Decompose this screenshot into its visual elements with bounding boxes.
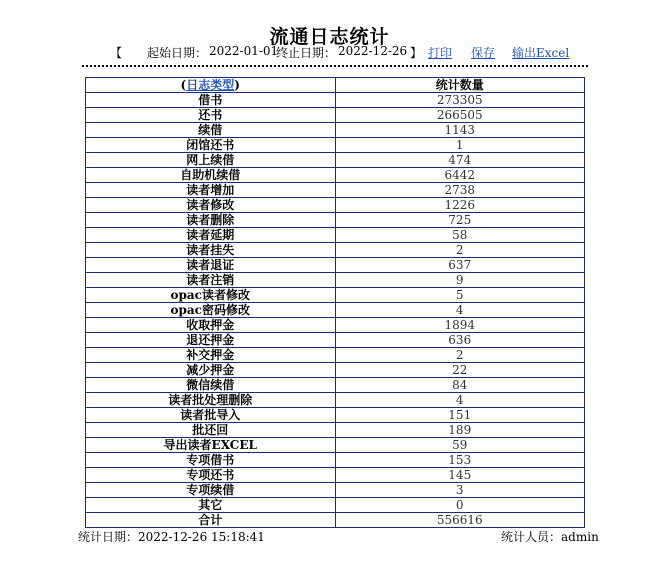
log-type-cell: opac读者修改	[86, 288, 336, 303]
bracket-open: 【	[110, 46, 123, 60]
count-cell: 84	[335, 378, 585, 393]
count-cell: 273305	[335, 93, 585, 108]
count-cell: 189	[335, 423, 585, 438]
log-type-cell: 读者批导入	[86, 408, 336, 423]
table-row	[86, 168, 585, 183]
table-row	[86, 498, 585, 513]
count-cell: 58	[335, 228, 585, 243]
table-row	[86, 468, 585, 483]
log-type-cell: 网上续借	[86, 153, 336, 168]
count-cell: 4	[335, 303, 585, 318]
count-cell: 2738	[335, 183, 585, 198]
count-cell: 474	[335, 153, 585, 168]
end-date-value: 2022-12-26	[338, 44, 408, 58]
table-row	[86, 393, 585, 408]
count-cell: 4	[335, 393, 585, 408]
stats-table-body	[86, 93, 585, 528]
table-row	[86, 483, 585, 498]
table-row	[86, 138, 585, 153]
log-type-cell: 读者注销	[86, 273, 336, 288]
log-type-cell: 借书	[86, 93, 336, 108]
count-cell: 59	[335, 438, 585, 453]
header-count: 统计数量	[335, 78, 585, 93]
count-cell: 556616	[335, 513, 585, 528]
log-type-cell: 自助机续借	[86, 168, 336, 183]
log-type-cell: 专项借书	[86, 453, 336, 468]
dotted-divider	[82, 65, 588, 67]
table-header-row	[86, 78, 585, 93]
operator-value: admin	[561, 530, 599, 544]
print-link[interactable]: 打印	[428, 46, 453, 60]
header-paren-close: )	[234, 78, 240, 92]
stats-table	[85, 77, 585, 528]
count-cell: 0	[335, 498, 585, 513]
table-row	[86, 333, 585, 348]
log-type-cell: 专项还书	[86, 468, 336, 483]
table-row	[86, 108, 585, 123]
log-type-cell: 读者延期	[86, 228, 336, 243]
log-type-cell: 导出读者EXCEL	[86, 438, 336, 453]
log-type-cell: opac密码修改	[86, 303, 336, 318]
table-row	[86, 213, 585, 228]
log-type-cell: 退还押金	[86, 333, 336, 348]
table-row	[86, 378, 585, 393]
log-type-cell: 还书	[86, 108, 336, 123]
count-cell: 151	[335, 408, 585, 423]
count-cell: 1143	[335, 123, 585, 138]
count-cell: 145	[335, 468, 585, 483]
end-date-label: 终止日期：	[276, 46, 337, 60]
log-type-cell: 读者退证	[86, 258, 336, 273]
log-type-cell: 读者挂失	[86, 243, 336, 258]
table-row	[86, 348, 585, 363]
table-row	[86, 303, 585, 318]
table-row	[86, 153, 585, 168]
save-link[interactable]: 保存	[471, 46, 496, 60]
count-cell: 1	[335, 138, 585, 153]
log-type-cell: 读者修改	[86, 198, 336, 213]
log-type-cell: 批还回	[86, 423, 336, 438]
table-row	[86, 198, 585, 213]
log-type-cell: 补交押金	[86, 348, 336, 363]
log-type-cell: 闭馆还书	[86, 138, 336, 153]
table-row	[86, 423, 585, 438]
table-row	[86, 123, 585, 138]
log-type-link[interactable]: 日志类型	[186, 78, 235, 92]
log-type-cell: 续借	[86, 123, 336, 138]
count-cell: 637	[335, 258, 585, 273]
table-row	[86, 288, 585, 303]
count-cell: 636	[335, 333, 585, 348]
stat-date	[78, 528, 265, 545]
log-type-cell: 其它	[86, 498, 336, 513]
count-cell: 1894	[335, 318, 585, 333]
count-cell: 3	[335, 483, 585, 498]
header-paren-open: (	[180, 78, 187, 92]
count-cell: 725	[335, 213, 585, 228]
log-type-cell: 减少押金	[86, 363, 336, 378]
count-cell: 153	[335, 453, 585, 468]
stat-date-label: 统计日期：	[78, 530, 139, 544]
header-log-type	[86, 78, 336, 93]
export-excel-link[interactable]: 输出Excel	[512, 46, 570, 60]
count-cell: 266505	[335, 108, 585, 123]
log-type-cell: 专项续借	[86, 483, 336, 498]
table-row	[86, 228, 585, 243]
bracket-close: 】	[410, 46, 423, 60]
log-type-cell: 读者删除	[86, 213, 336, 228]
log-type-cell: 微信续借	[86, 378, 336, 393]
table-row	[86, 408, 585, 423]
start-date-label: 起始日期：	[147, 46, 208, 60]
page-title: 流通日志统计	[269, 26, 390, 48]
count-cell: 5	[335, 288, 585, 303]
table-row	[86, 273, 585, 288]
table-row	[86, 93, 585, 108]
operator-label: 统计人员：	[501, 530, 562, 544]
stat-date-value: 2022-12-26 15:18:41	[138, 530, 265, 544]
table-row	[86, 513, 585, 528]
table-row	[86, 243, 585, 258]
table-row	[86, 363, 585, 378]
log-type-cell: 收取押金	[86, 318, 336, 333]
count-cell: 1226	[335, 198, 585, 213]
start-date-value: 2022-01-01	[209, 44, 279, 58]
table-row	[86, 318, 585, 333]
count-cell: 2	[335, 243, 585, 258]
date-toolbar	[110, 44, 630, 60]
table-row	[86, 183, 585, 198]
operator	[501, 528, 599, 545]
log-type-cell: 读者增加	[86, 183, 336, 198]
count-cell: 6442	[335, 168, 585, 183]
table-row	[86, 258, 585, 273]
table-row	[86, 453, 585, 468]
count-cell: 9	[335, 273, 585, 288]
log-type-cell: 读者批处理删除	[86, 393, 336, 408]
log-type-cell: 合计	[86, 513, 336, 528]
table-row	[86, 438, 585, 453]
count-cell: 2	[335, 348, 585, 363]
count-cell: 22	[335, 363, 585, 378]
